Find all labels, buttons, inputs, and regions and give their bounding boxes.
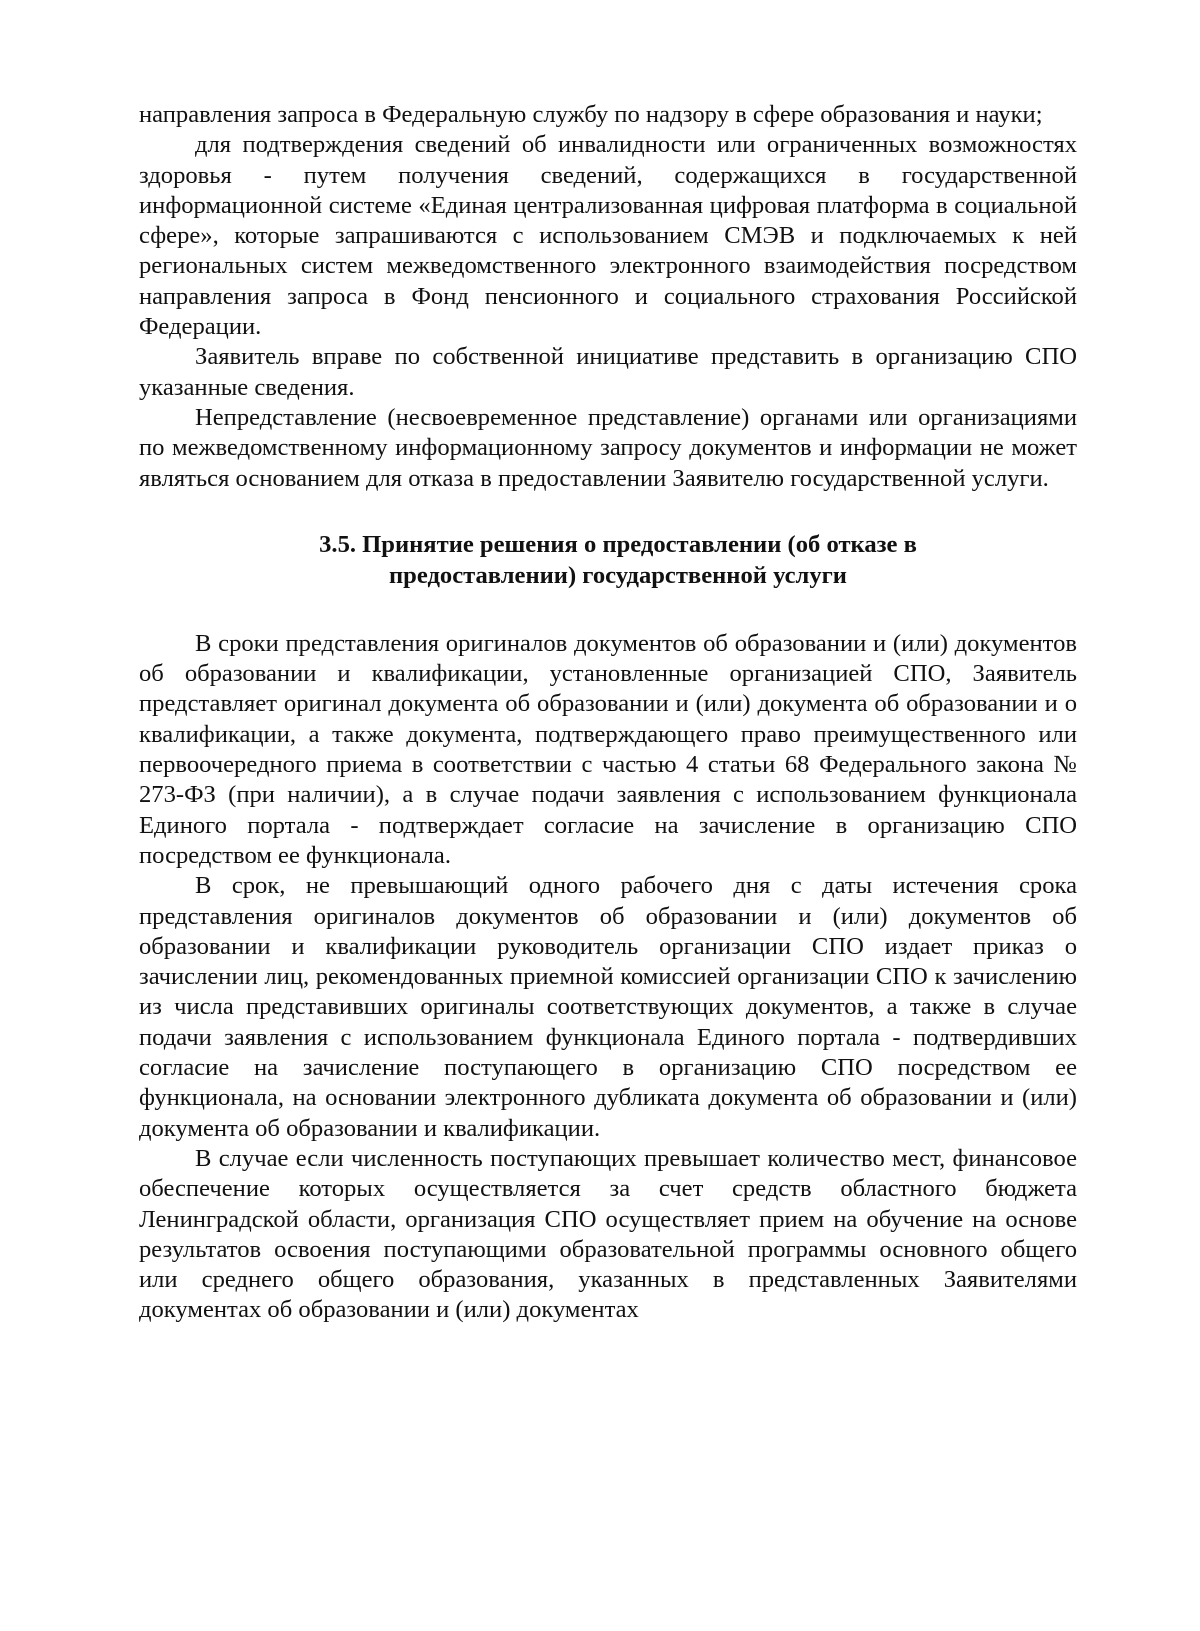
section-heading (139, 529, 1077, 591)
paragraph-original-documents: В сроки представления оригиналов документов об образовании и (или) документов об образовании и квалификации, установленные организацией СПО, Заявитель представляет оригинал документа об образовании и (или) документа об образовании и о квалификации, а также документа, подтверждающего право преимущественного или первоочередного приема в соответствии с частью 4 статьи 68 Федерального закона № 273-ФЗ (при наличии), а в случае подачи заявления с использованием функционала Единого портала - подтверждает согласие на зачисление в организацию СПО посредством ее функционала. (139, 629, 1077, 869)
paragraph-non-submission: Непредставление (несвоевременное представление) органами или организациями по межведомственному информационному запросу документов и информации не может являться основанием для отказа в предоставлении Заявителю государственной услуги. (139, 403, 1077, 492)
paragraph-disability-info: для подтверждения сведений об инвалидности или ограниченных возможностях здоровья - путем получения сведений, содержащихся в государственной информационной системе «Единая централизованная цифровая платформа в социальной сфере», которые запрашиваются с использованием СМЭВ и подключаемых к ней региональных систем межведомственного электронного взаимодействия посредством направления запроса в Фонд пенсионного и социального страхования Российской Федерации. (139, 131, 1077, 341)
paragraph-applicant-right: Заявитель вправе по собственной инициативе представить в организацию СПО указанные сведения. (139, 343, 1077, 401)
paragraph-competitive-admission: В случае если численность поступающих превышает количество мест, финансовое обеспечение которых осуществляется за счет средств областного бюджета Ленинградской области, организация СПО осуществляет прием на обучение на основе результатов освоения поступающими образовательной программы основного общего или среднего общего образования, указанных в представленных Заявителями документах об образовании и (или) документах (139, 1144, 1077, 1324)
section-heading-line2: предоставлении) государственной услуги (389, 561, 847, 589)
paragraph-continuation: направления запроса в Федеральную службу по надзору в сфере образования и науки; (139, 101, 1043, 128)
paragraph-enrollment-order: В срок, не превышающий одного рабочего дня с даты истечения срока представления оригиналов документов об образовании и (или) документов об образовании и квалификации руководитель организации СПО издает приказ о зачислении лиц, рекомендованных приемной комиссией организации СПО к зачислению из числа представивших оригиналы соответствующих документов, а также в случае подачи заявления с использованием функционала Единого портала - подтвердивших согласие на зачисление поступающего в организацию СПО посредством ее функционала, на основании электронного дубликата документа об образовании и (или) документа об образовании и квалификации. (139, 872, 1077, 1142)
section-heading-line1: 3.5. Принятие решения о предоставлении (об отказе в (319, 530, 917, 558)
document-page (139, 100, 1077, 1326)
